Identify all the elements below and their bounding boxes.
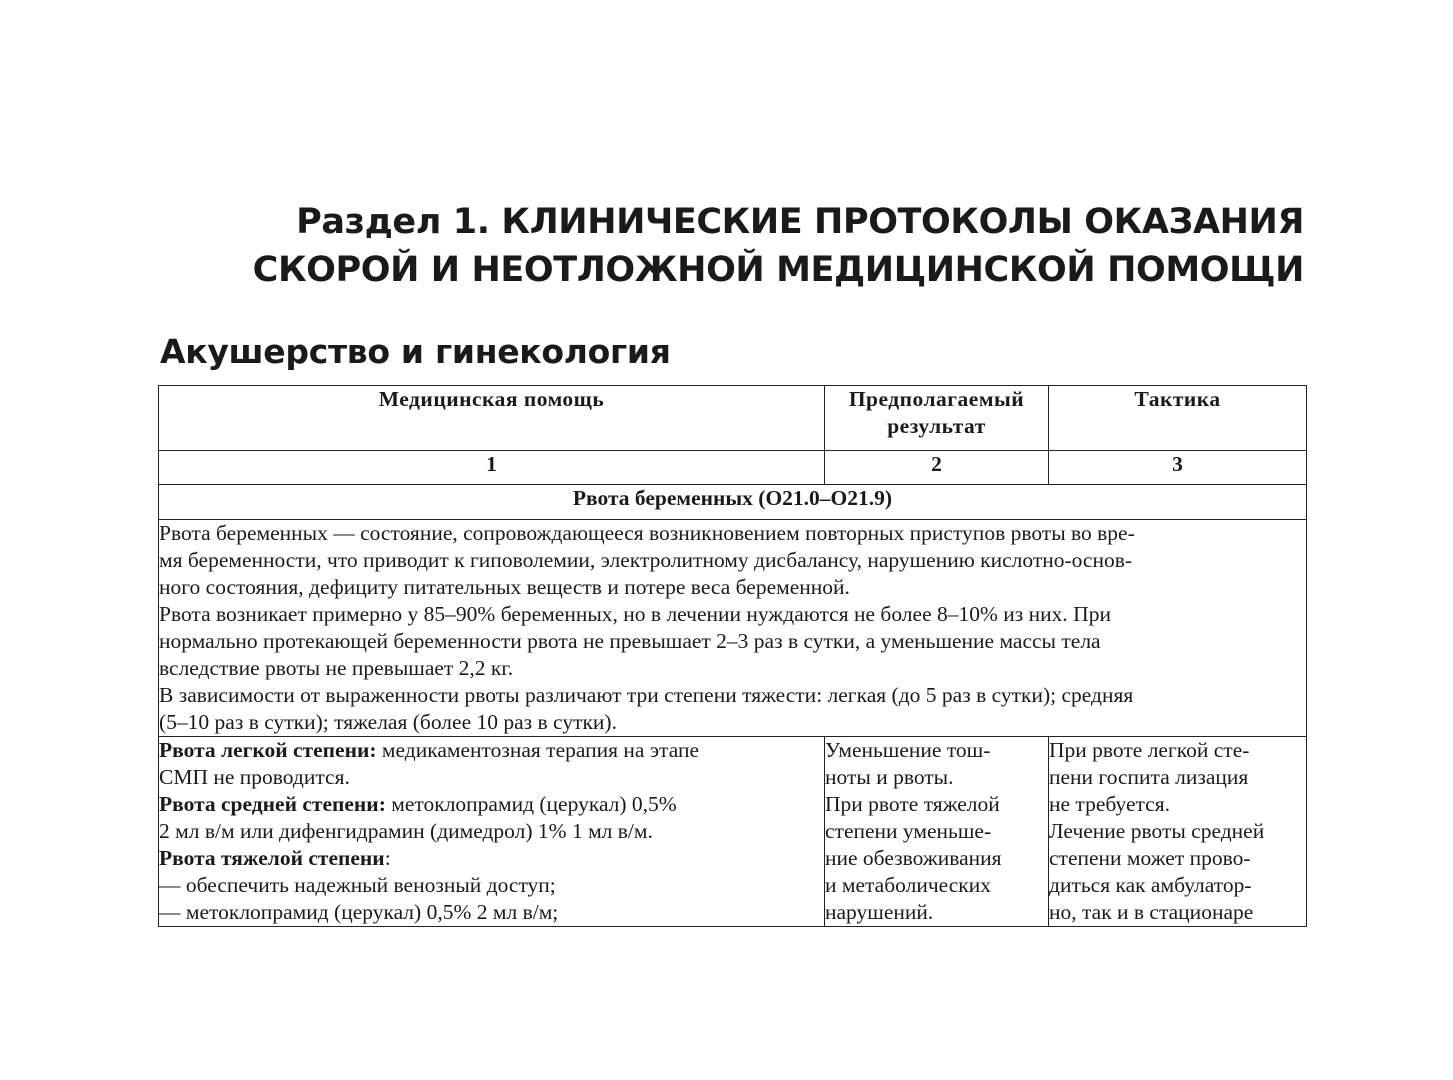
result-line: нарушений.	[825, 900, 934, 924]
description-row	[159, 520, 1307, 737]
care-list-item: — обеспечить надежный венозный доступ;	[159, 873, 556, 897]
header-medical-care: Медицинская помощь	[159, 386, 825, 451]
description-line: В зависимости от выраженности рвоты различают три степени тяжести: легкая (до 5 раз в сутки); средняя	[159, 683, 1134, 707]
care-line	[159, 737, 824, 764]
care-line	[159, 791, 824, 818]
description-line: Рвота возникает примерно у 85–90% беременных, но в лечении нуждаются не более 8–10% из них. При	[159, 602, 1111, 626]
tactics-line: но, так и в стационаре	[1049, 900, 1254, 924]
moderate-label: Рвота средней степени:	[159, 792, 386, 816]
column-number-2: 2	[825, 451, 1049, 485]
description-line: (5–10 раз в сутки); тяжелая (более 10 раз в сутки).	[159, 710, 617, 734]
tactics-cell	[1049, 737, 1307, 927]
header-expected-result-line1: Предполагаемый	[848, 387, 1025, 411]
header-expected-result	[825, 386, 1049, 451]
result-line: и метаболических	[825, 873, 992, 897]
medical-care-cell	[159, 737, 825, 927]
description-line: ного состояния, дефициту питательных веществ и потере веса беременной.	[159, 575, 850, 599]
description-line: Рвота беременных — состояние, сопровождающееся возникновением повторных приступов рвоты во вре-	[159, 521, 1135, 545]
expected-result-cell	[825, 737, 1049, 927]
header-expected-result-line2: результат	[887, 414, 986, 438]
care-line: СМП не проводится.	[159, 765, 350, 789]
description-line: мя беременности, что приводит к гиповолемии, электролитному дисбалансу, нарушению кислотно-основ-	[159, 548, 1133, 572]
group-title: Рвота беременных (O21.0–O21.9)	[159, 485, 1307, 520]
table-header-row	[159, 386, 1307, 451]
tactics-line: степени может прово-	[1049, 846, 1251, 870]
section-title	[160, 198, 1304, 294]
care-list-item: — метоклопрамид (церукал) 0,5% 2 мл в/м;	[159, 900, 559, 924]
mild-label: Рвота легкой степени:	[159, 738, 377, 762]
group-title-row	[159, 485, 1307, 520]
section-title-line1: Раздел 1. КЛИНИЧЕСКИЕ ПРОТОКОЛЫ ОКАЗАНИЯ	[296, 202, 1304, 242]
tactics-line: пени госпита лизация	[1049, 765, 1249, 789]
protocol-row	[159, 737, 1307, 927]
severe-colon: :	[384, 846, 391, 870]
header-tactics: Тактика	[1049, 386, 1307, 451]
description-cell	[159, 520, 1307, 737]
column-number-1: 1	[159, 451, 825, 485]
table-number-row	[159, 451, 1307, 485]
column-number-3: 3	[1049, 451, 1307, 485]
result-line: ноты и рвоты.	[825, 765, 954, 789]
result-line: При рвоте тяжелой	[825, 792, 1000, 816]
moderate-text: метоклопрамид (церукал) 0,5%	[385, 792, 677, 816]
mild-text: медикаментозная терапия на этапе	[376, 738, 700, 762]
severe-label: Рвота тяжелой степени	[159, 846, 385, 870]
tactics-line: Лечение рвоты средней	[1049, 819, 1265, 843]
description-line: нормально протекающей беременности рвота не превышает 2–3 раз в сутки, а уменьшение массы тела	[159, 629, 1101, 653]
result-line: степени уменьше-	[825, 819, 992, 843]
result-line: Уменьшение тош-	[825, 738, 991, 762]
care-line: 2 мл в/м или дифенгидрамин (димедрол) 1% 1 мл в/м.	[159, 819, 653, 843]
protocol-table	[158, 385, 1307, 927]
result-line: ние обезвоживания	[825, 846, 1002, 870]
subsection-title: Акушерство и гинекология	[160, 332, 671, 371]
tactics-line: диться как амбулатор-	[1049, 873, 1252, 897]
tactics-line: При рвоте легкой сте-	[1049, 738, 1250, 762]
care-line	[159, 845, 824, 872]
section-title-line2: СКОРОЙ И НЕОТЛОЖНОЙ МЕДИЦИНСКОЙ ПОМОЩИ	[252, 250, 1304, 290]
tactics-line: не требуется.	[1049, 792, 1170, 816]
description-line: вследствие рвоты не превышает 2,2 кг.	[159, 656, 514, 680]
